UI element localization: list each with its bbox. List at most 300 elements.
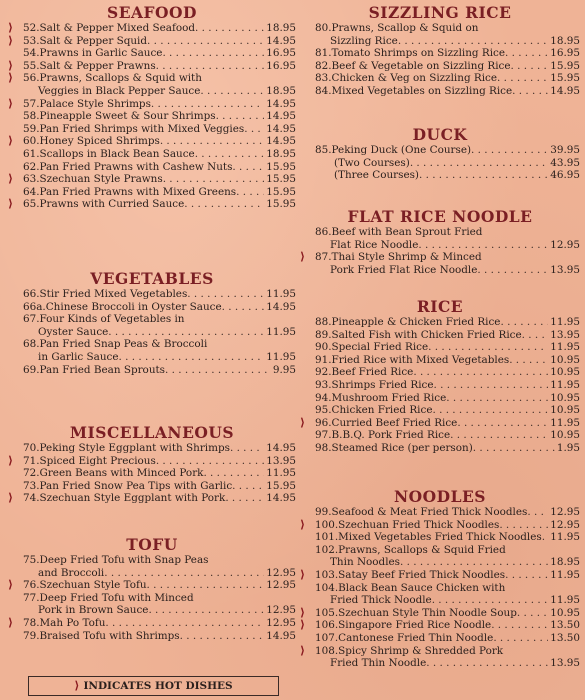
menu-item xyxy=(300,157,580,170)
item-price: 12.95 xyxy=(266,604,296,617)
item-name: Chicken Fried Rice xyxy=(331,404,433,417)
dot-leader xyxy=(499,519,548,532)
item-number: 73. xyxy=(23,479,40,492)
item-name: Peking Style Eggplant with Shrimps xyxy=(39,442,230,454)
menu-item xyxy=(300,404,580,417)
item-name: Fried Thin Noodle xyxy=(330,657,427,670)
dot-leader xyxy=(491,619,548,632)
dot-leader xyxy=(195,22,264,35)
item-name: and Broccoli xyxy=(38,566,105,579)
item-price: 12.95 xyxy=(550,238,580,251)
item-name: Pan Fried Snap Peas & Broccoli xyxy=(39,338,208,351)
section-title: SEAFOOD xyxy=(107,3,197,22)
item-number: 80. xyxy=(315,22,332,34)
item-name: Szechuan Fried Thick Noodles xyxy=(338,518,500,531)
dot-leader xyxy=(232,480,264,493)
hot-chili-icon: ⟩ xyxy=(8,578,14,592)
item-number: 86. xyxy=(315,226,332,238)
dot-leader xyxy=(527,506,548,519)
dot-leader xyxy=(225,492,264,505)
item-name: Pan Fried Bean Sprouts xyxy=(39,363,166,376)
hot-chili-icon: ⟩ xyxy=(8,33,14,47)
item-price: 11.95 xyxy=(550,316,580,328)
dot-leader xyxy=(500,316,548,329)
item-price: 13.50 xyxy=(550,619,580,632)
hot-chili-icon: ⟩ xyxy=(8,197,14,211)
menu-item xyxy=(8,338,296,363)
hot-chili-icon: ⟩ xyxy=(300,643,306,657)
menu-item xyxy=(300,645,580,670)
dot-leader xyxy=(418,239,548,252)
dot-leader xyxy=(163,173,265,186)
item-number: 87. xyxy=(315,251,332,264)
dot-leader xyxy=(108,326,264,339)
item-name: Thin Noodles xyxy=(330,556,400,569)
menu-item xyxy=(300,417,580,430)
dot-leader xyxy=(398,35,548,48)
section-title: VEGETABLES xyxy=(90,269,214,288)
hot-dishes-legend xyxy=(28,676,279,696)
item-price: 9.95 xyxy=(272,363,296,376)
item-price: 15.95 xyxy=(266,479,296,492)
item-name: Pan Fried Prawns with Cashew Nuts xyxy=(39,160,233,173)
item-price: 11.95 xyxy=(266,288,296,300)
item-price: 11.95 xyxy=(550,378,580,391)
item-number: 106. xyxy=(315,619,339,632)
menu-item xyxy=(8,301,296,314)
section-vegetables xyxy=(8,270,296,376)
item-number: 96. xyxy=(315,416,332,429)
dot-leader xyxy=(236,186,264,199)
menu-item xyxy=(300,226,580,251)
dot-leader xyxy=(522,329,549,342)
dot-leader xyxy=(105,617,264,630)
item-name: Szechuan Style Thin Noodle Soup xyxy=(338,606,517,619)
item-name: (Two Courses) xyxy=(334,156,410,169)
item-number: 53. xyxy=(23,34,40,47)
item-number: 71. xyxy=(23,454,40,467)
item-name: Honey Spiced Shrimps xyxy=(39,135,160,148)
section-sizzling-rice xyxy=(300,4,580,98)
item-price: 14.95 xyxy=(266,122,296,135)
dot-leader xyxy=(151,98,264,111)
item-name: Cantonese Fried Thin Noodle xyxy=(338,631,494,644)
item-number: 79. xyxy=(23,629,40,642)
dot-leader xyxy=(180,630,265,643)
item-name: Palace Style Shrimps xyxy=(39,97,151,110)
item-name: Scallops in Black Bean Sauce xyxy=(39,147,195,160)
item-number: 57. xyxy=(23,97,40,110)
menu-item xyxy=(300,632,580,645)
item-name: Veggies in Black Pepper Sauce xyxy=(38,84,201,97)
item-price: 10.95 xyxy=(550,606,580,619)
item-name: Mah Po Tofu xyxy=(39,616,106,629)
item-price: 10.95 xyxy=(550,353,580,366)
menu-item xyxy=(300,506,580,519)
item-price: 12.95 xyxy=(266,566,296,579)
item-name: B.B.Q. Pork Fried Rice xyxy=(331,429,451,442)
menu-item xyxy=(300,316,580,329)
section-title: FLAT RICE NOODLE xyxy=(347,207,533,226)
dot-leader xyxy=(156,60,265,73)
dot-leader xyxy=(216,110,265,123)
item-name: Deep Fried Tofu with Minced xyxy=(39,591,194,604)
menu-item xyxy=(8,72,296,97)
dot-leader xyxy=(434,379,549,392)
menu-item xyxy=(300,379,580,392)
menu-item xyxy=(8,592,296,617)
item-name: Singapore Fried Rice Noodle xyxy=(338,619,492,632)
menu-item xyxy=(8,110,296,123)
item-price: 16.95 xyxy=(266,59,296,72)
item-price: 11.95 xyxy=(550,594,580,607)
item-name: Spicy Shrimp & Shredded Pork xyxy=(338,644,504,657)
section-flat-rice-noodle xyxy=(300,208,580,276)
menu-item xyxy=(300,341,580,354)
item-name: Steamed Rice (per person) xyxy=(331,441,473,454)
item-number: 97. xyxy=(315,429,332,442)
item-name: Salt & Pepper Mixed Seafood xyxy=(39,22,195,34)
hot-chili-icon: ⟩ xyxy=(8,58,14,72)
item-name: Pork in Brown Sauce xyxy=(38,604,149,617)
item-price: 15.95 xyxy=(266,173,296,186)
item-price: 14.95 xyxy=(266,135,296,148)
item-name: Pork Fried Flat Rice Noodle xyxy=(330,263,478,276)
item-price: 14.95 xyxy=(550,84,580,97)
menu-item xyxy=(8,492,296,505)
item-number: 88. xyxy=(315,316,332,328)
menu-item xyxy=(8,617,296,630)
hot-chili-icon: ⟩ xyxy=(8,615,14,629)
section-noodles xyxy=(300,488,580,670)
menu-item xyxy=(8,442,296,455)
dot-leader xyxy=(244,123,264,136)
menu-item xyxy=(300,60,580,73)
dot-leader xyxy=(187,288,264,301)
item-number: 104. xyxy=(315,581,339,594)
item-number: 66a. xyxy=(23,300,46,313)
item-number: 90. xyxy=(315,341,332,354)
dot-leader xyxy=(119,351,265,364)
item-price: 14.95 xyxy=(266,34,296,47)
menu-item xyxy=(300,607,580,620)
dot-leader xyxy=(232,161,264,174)
dot-leader xyxy=(410,157,548,170)
item-price: 13.95 xyxy=(550,657,580,670)
item-price: 11.95 xyxy=(550,568,580,581)
item-number: 92. xyxy=(315,366,332,379)
item-name: Prawns with Curried Sauce xyxy=(39,198,185,211)
item-name: Chicken & Veg on Sizzling Rice xyxy=(331,72,498,85)
item-name: Pan Fried Prawns with Mixed Greens xyxy=(39,185,237,198)
item-name: Mixed Vegetables Fried Thick Noodles xyxy=(338,531,542,544)
item-price: 12.95 xyxy=(266,579,296,592)
hot-chili-icon: ⟩ xyxy=(8,172,14,186)
item-name: Tomato Shrimps on Sizzling Rice xyxy=(331,47,505,60)
item-price: 18.95 xyxy=(266,22,296,34)
dot-leader xyxy=(426,657,548,670)
item-price: 14.95 xyxy=(266,300,296,313)
menu-item xyxy=(8,60,296,73)
menu-item xyxy=(300,354,580,367)
menu-item xyxy=(300,144,580,157)
hot-chili-icon: ⟩ xyxy=(8,453,14,467)
menu-item xyxy=(8,135,296,148)
item-number: 100. xyxy=(315,518,339,531)
dot-leader xyxy=(457,417,548,430)
section-title: RICE xyxy=(416,297,464,316)
item-number: 94. xyxy=(315,391,332,404)
item-number: 89. xyxy=(315,328,332,341)
dot-leader xyxy=(477,264,548,277)
hot-chili-icon: ⟩ xyxy=(8,491,14,505)
item-price: 15.95 xyxy=(266,160,296,173)
item-name: Pineapple & Chicken Fried Rice xyxy=(331,316,501,328)
section-title: SIZZLING RICE xyxy=(368,3,512,22)
menu-item xyxy=(300,544,580,569)
menu-item xyxy=(300,429,580,442)
item-number: 101. xyxy=(315,531,339,544)
item-price: 10.95 xyxy=(550,366,580,379)
item-name: Beef Fried Rice xyxy=(331,366,414,379)
item-name: Szechuan Style Eggplant with Pork xyxy=(39,492,226,505)
item-number: 102. xyxy=(315,543,339,556)
item-price: 12.95 xyxy=(550,518,580,531)
section-rice xyxy=(300,298,580,455)
dot-leader xyxy=(493,632,548,645)
item-price: 16.95 xyxy=(550,47,580,60)
item-price: 13.95 xyxy=(550,328,580,341)
menu-item xyxy=(8,313,296,338)
item-price: 12.95 xyxy=(266,616,296,629)
item-price: 10.95 xyxy=(550,429,580,442)
item-number: 75. xyxy=(23,554,40,566)
item-name: Spiced Eight Precious xyxy=(39,454,156,467)
hot-chili-icon: ⟩ xyxy=(300,567,306,581)
dot-leader xyxy=(147,579,265,592)
dot-leader xyxy=(200,85,264,98)
item-price: 18.95 xyxy=(266,147,296,160)
hot-chili-icon: ⟩ xyxy=(74,679,80,692)
item-name: Mixed Vegetables on Sizzling Rice xyxy=(331,84,513,97)
item-name: Chinese Broccoli in Oyster Sauce xyxy=(45,300,222,313)
menu-item xyxy=(8,554,296,579)
menu-item xyxy=(8,35,296,48)
dot-leader xyxy=(512,85,548,98)
menu-item xyxy=(300,519,580,532)
item-number: 64. xyxy=(23,185,40,198)
item-number: 69. xyxy=(23,363,40,376)
item-number: 77. xyxy=(23,591,40,604)
menu-item xyxy=(8,579,296,592)
dot-leader xyxy=(160,135,264,148)
menu-item xyxy=(8,98,296,111)
menu-item xyxy=(300,85,580,98)
item-number: 65. xyxy=(23,198,40,211)
item-name: Green Beans with Minced Pork xyxy=(39,467,204,480)
item-name: Satay Beef Fried Thick Noodles xyxy=(338,568,506,581)
dot-leader xyxy=(195,148,265,161)
item-number: 103. xyxy=(315,568,339,581)
item-price: 13.50 xyxy=(550,631,580,644)
item-price: 11.95 xyxy=(266,350,296,363)
item-price: 13.95 xyxy=(550,263,580,276)
menu-item xyxy=(300,619,580,632)
item-number: 76. xyxy=(23,579,40,592)
section-seafood xyxy=(8,4,296,211)
menu-item xyxy=(8,198,296,211)
item-name: Four Kinds of Vegetables in xyxy=(39,313,185,326)
item-number: 63. xyxy=(23,173,40,186)
item-number: 59. xyxy=(23,122,40,135)
item-name: Curried Beef Fried Rice xyxy=(331,416,458,429)
menu-item xyxy=(300,531,580,544)
hot-chili-icon: ⟩ xyxy=(300,618,306,632)
item-price: 10.95 xyxy=(550,404,580,417)
menu-item xyxy=(8,186,296,199)
item-number: 60. xyxy=(23,135,40,148)
item-name: Braised Tofu with Shrimps xyxy=(39,629,180,642)
hot-chili-icon: ⟩ xyxy=(300,517,306,531)
item-name: Salt & Pepper Squid xyxy=(39,34,148,47)
item-number: 105. xyxy=(315,606,339,619)
menu-item xyxy=(300,251,580,276)
hot-chili-icon: ⟩ xyxy=(8,134,14,148)
item-number: 84. xyxy=(315,84,332,97)
item-price: 15.95 xyxy=(550,72,580,85)
item-number: 95. xyxy=(315,404,332,417)
item-price: 18.95 xyxy=(266,84,296,97)
item-name: Fried Thick Noodle xyxy=(330,594,432,607)
item-name: Shrimps Fried Rice xyxy=(331,378,434,391)
dot-leader xyxy=(446,392,548,405)
menu-item xyxy=(8,455,296,468)
dot-leader xyxy=(400,556,548,569)
menu-item xyxy=(8,47,296,60)
item-number: 61. xyxy=(23,147,40,160)
item-number: 93. xyxy=(315,378,332,391)
item-price: 14.95 xyxy=(266,492,296,505)
dot-leader xyxy=(184,198,264,211)
dot-leader xyxy=(203,467,264,480)
item-name: Szechuan Style Tofu xyxy=(39,579,147,592)
dot-leader xyxy=(148,604,264,617)
dot-leader xyxy=(147,35,264,48)
item-name: Salt & Pepper Prawns xyxy=(39,59,156,72)
menu-item xyxy=(8,22,296,35)
item-number: 54. xyxy=(23,47,40,60)
item-name: Black Bean Sauce Chicken with xyxy=(338,581,506,594)
item-price: 15.95 xyxy=(266,185,296,198)
menu-item xyxy=(300,22,580,47)
menu-item xyxy=(300,72,580,85)
dot-leader xyxy=(432,594,549,607)
item-price: 13.95 xyxy=(266,454,296,467)
item-name: Pineapple Sweet & Sour Shrimps xyxy=(39,110,216,123)
item-price: 14.95 xyxy=(266,442,296,454)
section-title: TOFU xyxy=(126,535,178,554)
item-number: 72. xyxy=(23,467,40,480)
item-number: 62. xyxy=(23,160,40,173)
item-name: Prawns, Scallops & Squid Fried xyxy=(338,543,506,556)
dot-leader xyxy=(473,442,555,455)
dot-leader xyxy=(419,169,548,182)
item-price: 11.95 xyxy=(550,416,580,429)
item-name: Pan Fried Snow Pea Tips with Garlic xyxy=(39,479,233,492)
item-number: 66. xyxy=(23,288,40,300)
section-title: MISCELLANEOUS xyxy=(69,423,235,442)
menu-item xyxy=(300,569,580,582)
item-number: 52. xyxy=(23,22,40,34)
item-number: 67. xyxy=(23,313,40,326)
dot-leader xyxy=(165,364,271,377)
item-number: 107. xyxy=(315,631,339,644)
item-price: 43.95 xyxy=(550,156,580,169)
item-number: 56. xyxy=(23,72,40,85)
dot-leader xyxy=(505,47,548,60)
item-price: 14.95 xyxy=(266,629,296,642)
item-name: Fried Rice with Mixed Vegetables xyxy=(331,353,510,366)
item-price: 11.95 xyxy=(550,341,580,354)
section-tofu xyxy=(8,536,296,642)
item-name: (Three Courses) xyxy=(334,169,419,182)
item-number: 99. xyxy=(315,506,332,518)
item-name: Beef & Vegetable on Sizzling Rice xyxy=(331,59,511,72)
dot-leader xyxy=(156,455,264,468)
dot-leader xyxy=(497,72,548,85)
item-name: Special Fried Rice xyxy=(331,341,429,354)
item-name: Deep Fried Tofu with Snap Peas xyxy=(39,554,209,566)
menu-item xyxy=(8,288,296,301)
item-price: 15.95 xyxy=(550,59,580,72)
item-price: 14.95 xyxy=(266,110,296,123)
hot-chili-icon: ⟩ xyxy=(300,415,306,429)
dot-leader xyxy=(230,442,264,455)
item-name: Beef with Bean Sprout Fried xyxy=(331,226,483,238)
dot-leader xyxy=(471,144,548,157)
item-name: Prawns in Garlic Sauce xyxy=(39,47,163,60)
legend-text: INDICATES HOT DISHES xyxy=(83,680,233,692)
item-number: 91. xyxy=(315,353,332,366)
hot-chili-icon: ⟩ xyxy=(8,96,14,110)
item-number: 58. xyxy=(23,110,40,123)
item-price: 11.95 xyxy=(550,531,580,544)
dot-leader xyxy=(413,366,548,379)
item-number: 55. xyxy=(23,59,40,72)
item-name: Pan Fried Shrimps with Mixed Veggies xyxy=(39,122,245,135)
item-price: 39.95 xyxy=(550,144,580,156)
item-number: 82. xyxy=(315,59,332,72)
menu-item xyxy=(300,442,580,455)
item-name: Sizzling Rice xyxy=(330,34,398,47)
hot-chili-icon: ⟩ xyxy=(300,250,306,264)
item-price: 14.95 xyxy=(266,97,296,110)
menu-item xyxy=(300,392,580,405)
dot-leader xyxy=(222,301,265,314)
menu-item xyxy=(8,123,296,136)
menu-item xyxy=(300,366,580,379)
item-number: 98. xyxy=(315,441,332,454)
menu-item xyxy=(8,364,296,377)
section-title: NOODLES xyxy=(393,487,487,506)
menu-item xyxy=(300,47,580,60)
hot-chili-icon: ⟩ xyxy=(300,605,306,619)
item-price: 11.95 xyxy=(266,467,296,480)
item-number: 85. xyxy=(315,144,332,156)
dot-leader xyxy=(162,47,264,60)
item-price: 12.95 xyxy=(550,506,580,518)
menu-item xyxy=(8,480,296,493)
